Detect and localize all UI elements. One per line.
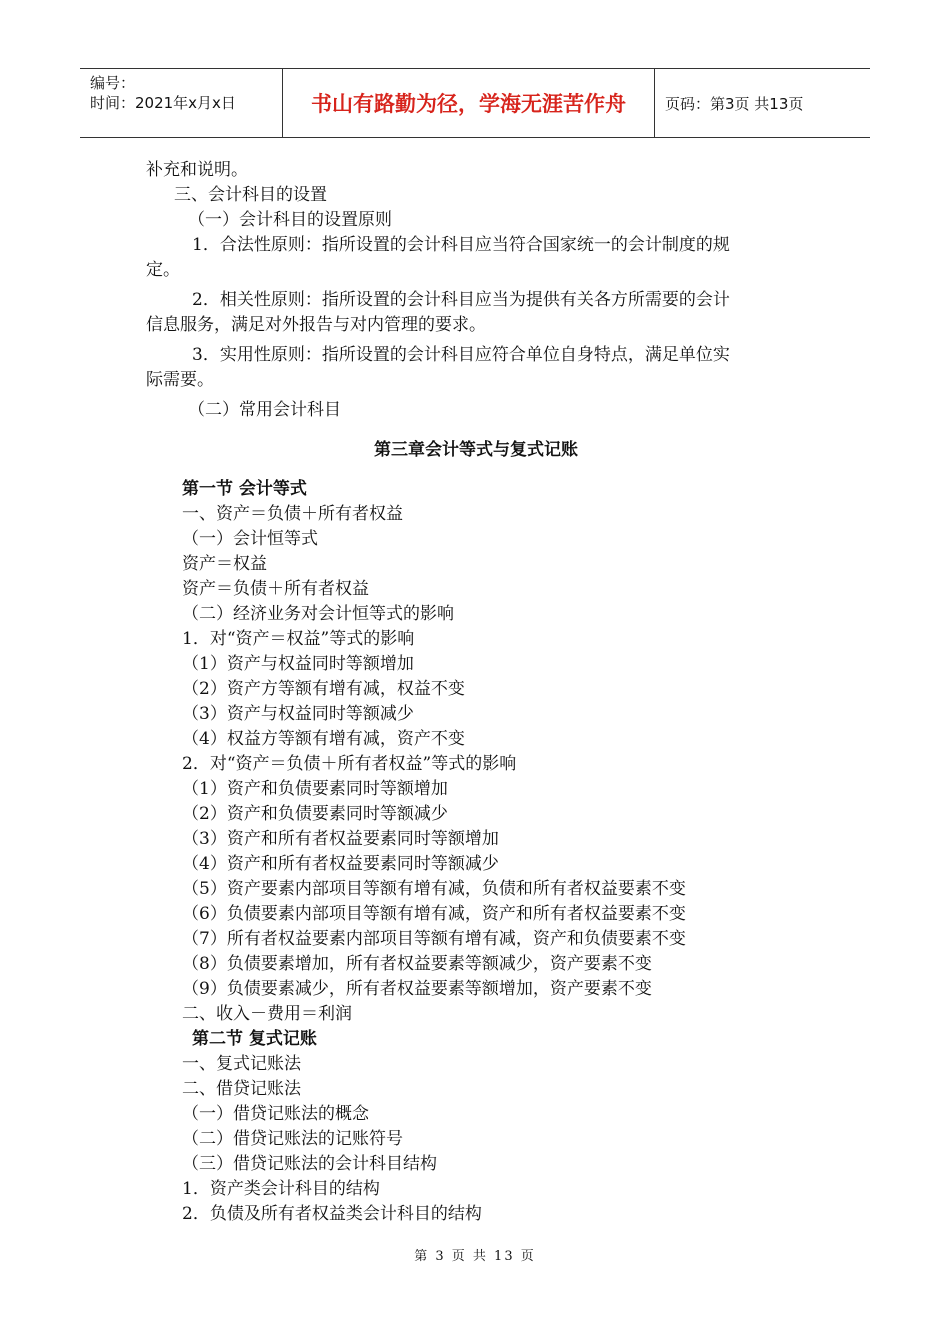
chapter-title: 第三章会计等式与复式记账 (374, 440, 578, 460)
list-item: 二、收入－费用＝利润 (182, 1004, 352, 1024)
list-item: （2）资产方等额有增有减，权益不变 (182, 679, 465, 699)
section-title: 第一节 会计等式 (182, 479, 307, 499)
list-item: （4）资产和所有者权益要素同时等额减少 (182, 854, 499, 874)
list-item: （二）经济业务对会计恒等式的影响 (182, 604, 454, 624)
list-item: （1）资产和负债要素同时等额增加 (182, 779, 448, 799)
page-footer: 第 3 页 共 13 页 (414, 1249, 536, 1264)
section-title: 第二节 复式记账 (192, 1029, 317, 1049)
list-item: 资产＝负债＋所有者权益 (182, 579, 369, 599)
header-motto: 书山有路勤为径，学海无涯苦作舟 (283, 69, 655, 137)
list-item: 一、复式记账法 (182, 1054, 301, 1074)
list-item: 2．负债及所有者权益类会计科目的结构 (182, 1204, 482, 1224)
list-item: 1．资产类会计科目的结构 (182, 1179, 380, 1199)
paragraph-line: 信息服务，满足对外报告与对内管理的要求。 (146, 315, 486, 335)
list-item: （4）权益方等额有增有减，资产不变 (182, 729, 465, 749)
list-item: （7）所有者权益要素内部项目等额有增有减，资产和负债要素不变 (182, 929, 686, 949)
document-number-label: 编号： (90, 74, 136, 92)
paragraph-line: 际需要。 (146, 370, 214, 390)
list-item: 资产＝权益 (182, 554, 267, 574)
list-item: 2．对“资产＝负债＋所有者权益”等式的影响 (182, 754, 517, 774)
list-item: （5）资产要素内部项目等额有增有减，负债和所有者权益要素不变 (182, 879, 686, 899)
list-item: 1．对“资产＝权益”等式的影响 (182, 629, 415, 649)
paragraph-line: 1．合法性原则：指所设置的会计科目应当符合国家统一的会计制度的规 (192, 235, 730, 255)
document-time-label: 时间：2021年x月x日 (90, 94, 236, 112)
list-item: （9）负债要素减少，所有者权益要素等额增加，资产要素不变 (182, 979, 652, 999)
paragraph-line: 定。 (146, 260, 180, 280)
paragraph-line: 补充和说明。 (146, 160, 248, 180)
paragraph-line: 2．相关性原则：指所设置的会计科目应当为提供有关各方所需要的会计 (192, 290, 730, 310)
list-item: 二、借贷记账法 (182, 1079, 301, 1099)
list-item: （三）借贷记账法的会计科目结构 (182, 1154, 437, 1174)
list-item: （3）资产与权益同时等额减少 (182, 704, 414, 724)
list-item: 一、资产＝负债＋所有者权益 (182, 504, 403, 524)
list-item: （6）负债要素内部项目等额有增有减，资产和所有者权益要素不变 (182, 904, 686, 924)
paragraph-line: 3．实用性原则：指所设置的会计科目应符合单位自身特点，满足单位实 (192, 345, 730, 365)
list-item: （3）资产和所有者权益要素同时等额增加 (182, 829, 499, 849)
list-item: （8）负债要素增加，所有者权益要素等额减少，资产要素不变 (182, 954, 652, 974)
list-item: （2）资产和负债要素同时等额减少 (182, 804, 448, 824)
list-item: （二）借贷记账法的记账符号 (182, 1129, 403, 1149)
list-item: （1）资产与权益同时等额增加 (182, 654, 414, 674)
list-item: （一）借贷记账法的概念 (182, 1104, 369, 1124)
heading-line: 三、会计科目的设置 (174, 185, 327, 205)
subheading-line: （一）会计科目的设置原则 (188, 210, 392, 230)
page-header (80, 68, 870, 138)
subheading-line: （二）常用会计科目 (188, 400, 341, 420)
list-item: （一）会计恒等式 (182, 529, 318, 549)
document-body (146, 158, 806, 1227)
header-page-info: 页码：第3页 共13页 (665, 94, 804, 113)
header-meta (80, 69, 283, 137)
